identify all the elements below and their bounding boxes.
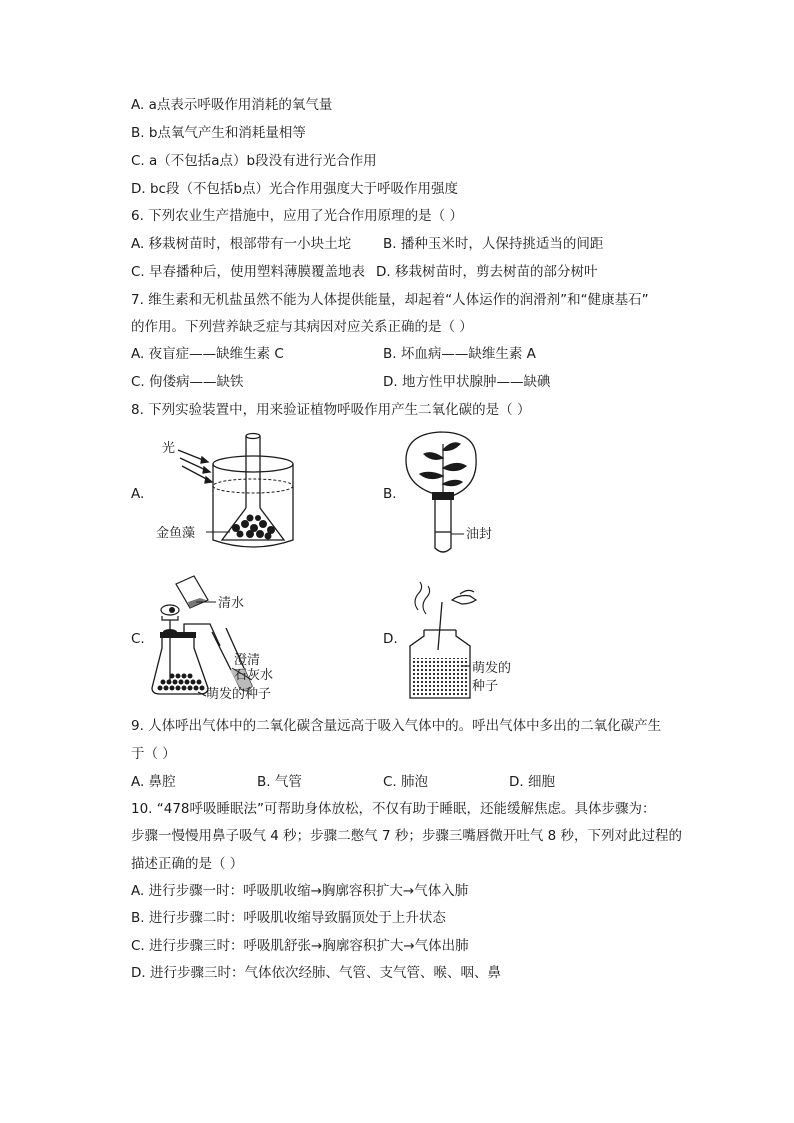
pondweed-label: 金鱼藻 — [156, 526, 196, 541]
q6-stem: 6. 下列农业生产措施中，应用了光合作用原理的是（ ） — [131, 208, 463, 224]
q10-stem-line2: 步骤一慢慢用鼻子吸气 4 秒；步骤二憋气 7 秒；步骤三嘴唇微开吐气 8 秒，下列对此过程的 — [131, 828, 683, 844]
q7-option-c: C. 佝偻病——缺铁 — [131, 374, 244, 390]
q7-stem-line1: 7. 维生素和无机盐虽然不能为人体提供能量，却起着“人体运作的润滑剂”和“健康基石” — [131, 292, 649, 308]
plant-icon — [420, 443, 466, 498]
seeds-label-c: 萌发的种子 — [206, 687, 272, 702]
seeds-label-d1: 萌发的 — [472, 661, 512, 676]
q9-option-d: D. 细胞 — [509, 774, 555, 790]
q9-stem-line1: 9. 人体呼出气体中的二氧化碳含量远高于吸入气体中的。呼出气体中多出的二氧化碳产生 — [131, 718, 662, 734]
q10-stem-line1: 10. “478呼吸睡眠法”可帮助身体放松，不仅有助于睡眠，还能缓解焦虑。具体步骤为： — [131, 801, 656, 817]
q8-figure-c-letter: C. — [131, 631, 145, 647]
q5-option-a: A. a点表示呼吸作用消耗的氧气量 — [131, 97, 333, 113]
q8-figure-c — [148, 572, 288, 702]
limewater-label-2: 石灰水 — [234, 668, 274, 683]
q8-figure-d-letter: D. — [383, 631, 398, 647]
q7-option-b: B. 坏血病——缺维生素 A — [383, 346, 536, 362]
stick-icon — [438, 602, 442, 650]
q8-figure-a-letter: A. — [131, 486, 145, 502]
q9-stem-line2: 于（ ） — [131, 746, 176, 762]
q5-option-b: B. b点氧气产生和消耗量相等 — [131, 125, 306, 141]
seeds-label-d2: 种子 — [472, 679, 499, 694]
q8-figure-a — [150, 428, 300, 558]
q10-option-d: D. 进行步骤三时：气体依次经肺、气管、支气管、喉、咽、鼻 — [131, 965, 501, 981]
seeds-icon — [158, 674, 205, 691]
oil-seal-label: 油封 — [466, 527, 493, 542]
q10-option-b: B. 进行步骤二时：呼吸肌收缩导致膈顶处于上升状态 — [131, 910, 446, 926]
q10-option-a: A. 进行步骤一时：呼吸肌收缩→胸廓容积扩大→气体入肺 — [131, 883, 469, 899]
q6-option-a: A. 移栽树苗时，根部带有一小块土坨 — [131, 236, 352, 252]
q5-option-d: D. bc段（不包括b点）光合作用强度大于呼吸作用强度 — [131, 181, 459, 197]
q6-option-c: C. 早春播种后，使用塑料薄膜覆盖地表 — [131, 264, 366, 280]
q5-option-c: C. a（不包括a点）b段没有进行光合作用 — [131, 153, 377, 169]
water-label: 清水 — [218, 596, 245, 611]
light-arrows-icon — [178, 450, 212, 483]
q7-option-d: D. 地方性甲状腺肿——缺碘 — [383, 374, 551, 390]
q7-option-a: A. 夜盲症——缺维生素 C — [131, 346, 284, 362]
q7-stem-line2: 的作用。下列营养缺乏症与其病因对应关系正确的是（ ） — [131, 319, 473, 335]
q8-stem: 8. 下列实验装置中，用来验证植物呼吸作用产生二氧化碳的是（ ） — [131, 402, 531, 418]
q10-stem-line3: 描述正确的是（ ） — [131, 856, 244, 872]
smoke-icon — [415, 582, 422, 610]
q9-option-b: B. 气管 — [257, 774, 302, 790]
q10-option-c: C. 进行步骤三时：呼吸肌舒张→胸廓容积扩大→气体出肺 — [131, 938, 469, 954]
q8-figure-d — [400, 580, 520, 700]
q6-option-b: B. 播种玉米时，人保持挑适当的间距 — [383, 236, 604, 252]
light-label: 光 — [162, 441, 176, 456]
q8-figure-b-letter: B. — [383, 486, 397, 502]
q6-option-d: D. 移栽树苗时，剪去树苗的部分树叶 — [376, 264, 598, 280]
q9-option-a: A. 鼻腔 — [131, 774, 176, 790]
q8-figure-b — [400, 428, 510, 558]
limewater-label-1: 澄清 — [234, 653, 261, 668]
q9-option-c: C. 肺泡 — [383, 774, 429, 790]
